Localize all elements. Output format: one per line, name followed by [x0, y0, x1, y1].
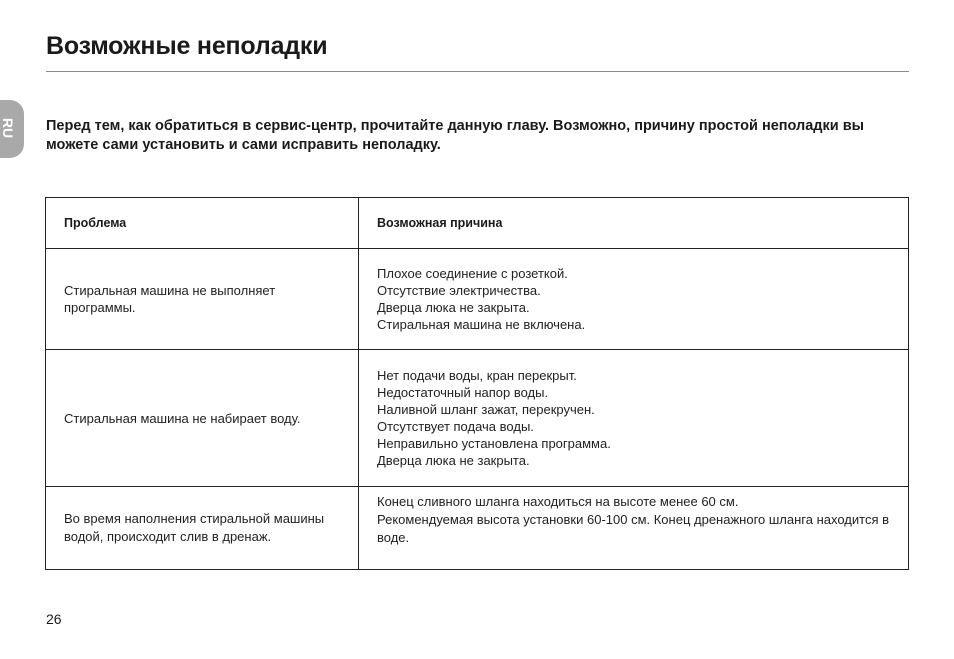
cause-line: Нет подачи воды, кран перекрыт.: [377, 368, 577, 383]
cause-line: Рекомендуемая высота установки 60-100 см. Конец дренажного шланга находится в воде.: [377, 512, 890, 545]
table-row: [46, 486, 908, 569]
problem-cell: Стиральная машина не набирает воду.: [46, 350, 359, 486]
cause-cell: [359, 487, 908, 569]
cause-line: Отсутствие электричества.: [377, 283, 541, 298]
cause-cell: [359, 249, 908, 349]
problem-cell: Стиральная машина не выполняет программы.: [46, 249, 359, 349]
intro-paragraph: Перед тем, как обратиться в сервис-центр, прочитайте данную главу. Возможно, причину простой неполадки вы можете сами установить и сами исправить неполадку.: [46, 118, 865, 153]
cause-cell: [359, 350, 908, 486]
column-header-cause: Возможная причина: [377, 216, 503, 230]
cause-line: Конец сливного шланга находиться на высоте менее 60 см.: [377, 494, 739, 509]
cause-line: Дверца люка не закрыта.: [377, 453, 530, 468]
cause-line: Недостаточный напор воды.: [377, 385, 549, 400]
page-title: Возможные неполадки: [46, 32, 328, 60]
cause-line: Отсутствует подача воды.: [377, 419, 534, 434]
problem-cell: Во время наполнения стиральной машины водой, происходит слив в дренаж.: [46, 487, 359, 569]
cause-line: Плохое соединение с розеткой.: [377, 266, 568, 281]
language-tab: [0, 100, 24, 158]
cause-line: Дверца люка не закрыта.: [377, 300, 530, 315]
page-number: 26: [46, 611, 62, 627]
table-row: [46, 248, 908, 349]
table-row: [46, 349, 908, 486]
column-header-problem: Проблема: [46, 198, 359, 248]
cause-line: Наливной шланг зажат, перекручен.: [377, 402, 595, 417]
cause-line: Стиральная машина не включена.: [377, 317, 586, 332]
table-header-row: [46, 198, 908, 248]
cause-line: Неправильно установлена программа.: [377, 436, 611, 451]
troubleshooting-table: [45, 197, 909, 570]
language-tab-label: RU: [0, 117, 16, 139]
title-divider: [46, 71, 909, 72]
